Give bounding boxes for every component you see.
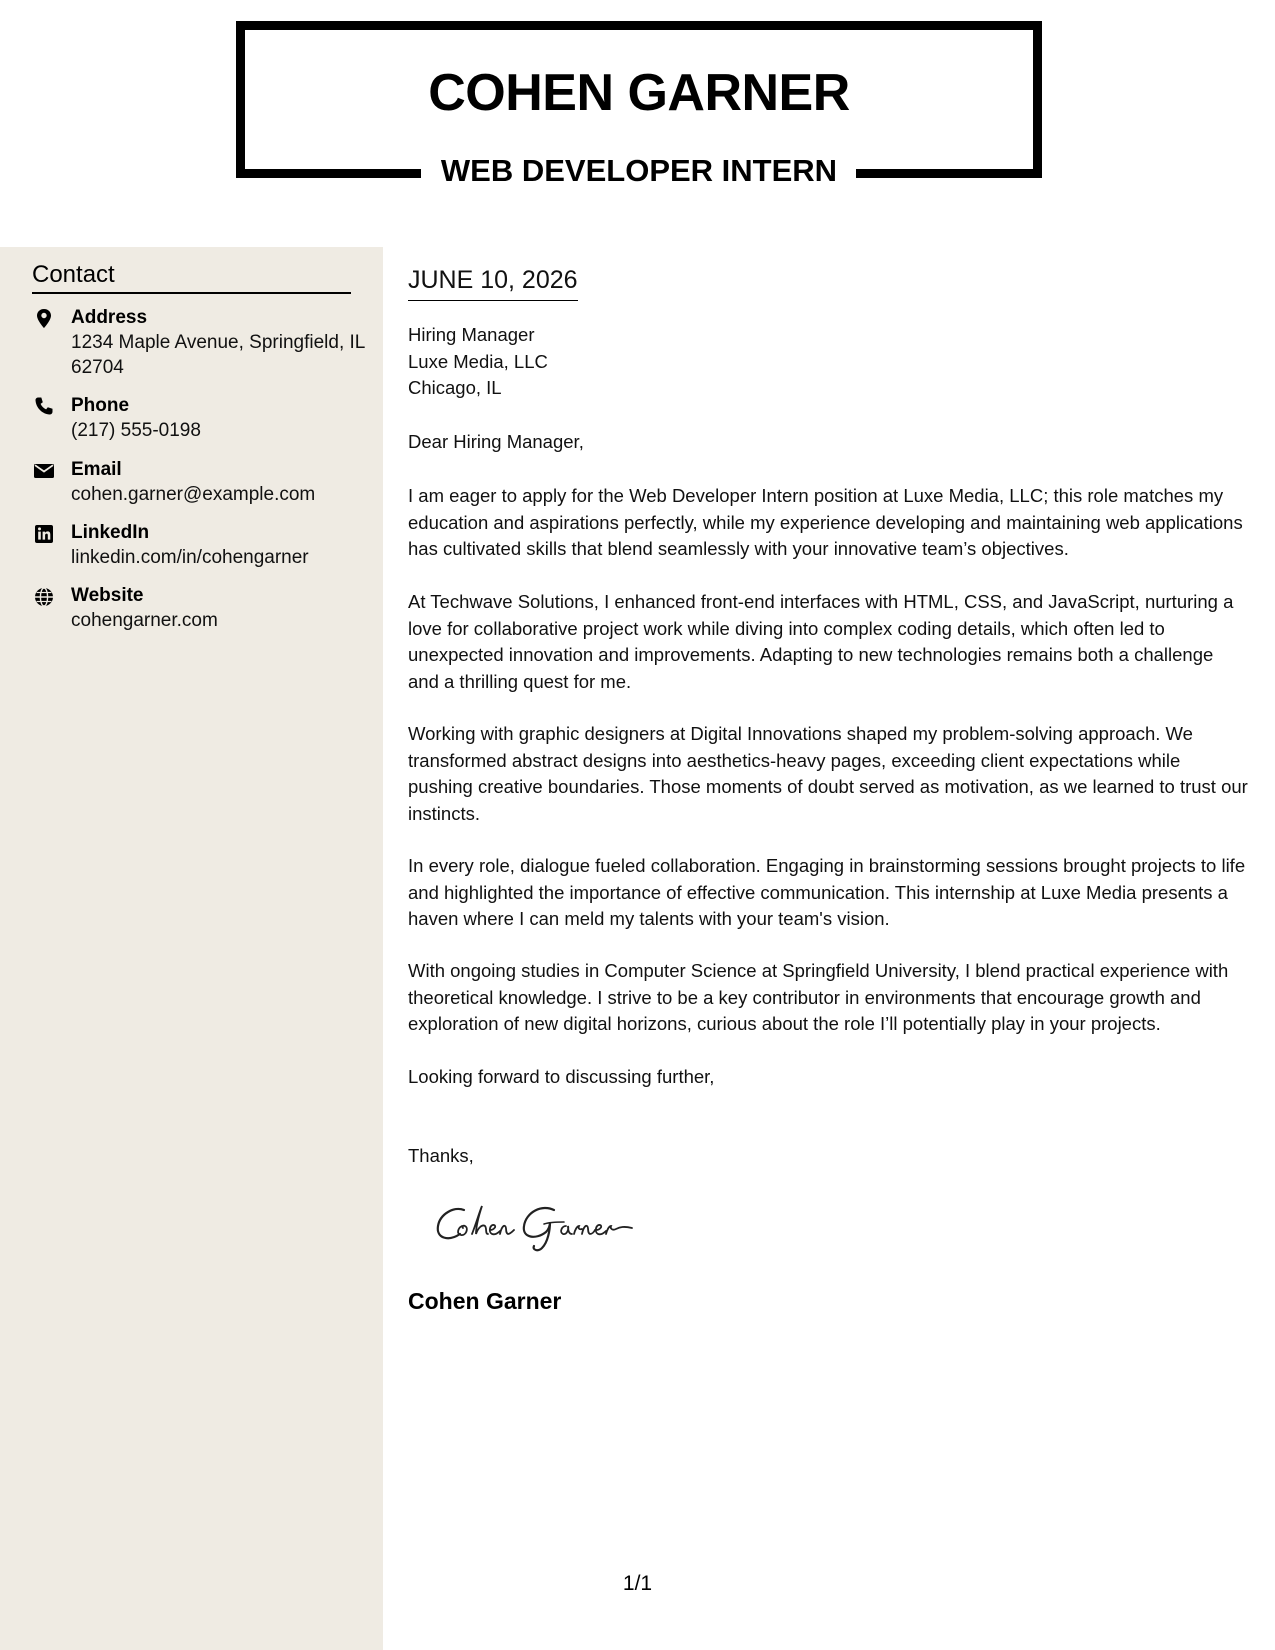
globe-icon: [32, 586, 56, 608]
recipient-title: Hiring Manager: [408, 324, 535, 345]
recipient-block: [408, 322, 548, 402]
body-paragraph: With ongoing studies in Computer Science at Springfield University, I blend practical experience with theoretical knowledge. I strive to be a key contributor in environments that encourage growth and exploration of new digital horizons, curious about the role I’ll potentially play in your projects.: [408, 960, 1229, 1034]
contact-value: (217) 555-0198: [71, 420, 201, 441]
contact-label: Phone: [71, 395, 130, 416]
map-pin-icon: [32, 308, 56, 330]
sidebar: [0, 247, 383, 1650]
contact-value: cohengarner.com: [71, 610, 218, 631]
body-paragraph: I am eager to apply for the Web Developer Intern position at Luxe Media, LLC; this role matches my education and aspirations perfectly, while my experience developing and maintaining web applications has cultivated skills that blend seamlessly with your innovative team’s objectives.: [408, 485, 1243, 559]
contact-label: Email: [71, 459, 122, 480]
signer-name: Cohen Garner: [408, 1288, 562, 1314]
closing-line: Looking forward to discussing further,: [408, 1066, 715, 1087]
contact-label: Address: [71, 307, 148, 328]
candidate-name: COHEN GARNER: [428, 64, 850, 122]
body-paragraph: Working with graphic designers at Digital Innovations shaped my problem-solving approach. We transformed abstract designs into aesthetics-heavy pages, exceeding client expectations while pushing creative boundaries. Those moments of doubt served as motivation, as we learned to trust our instincts.: [408, 723, 1248, 824]
contact-heading: Contact: [32, 260, 351, 294]
page-number: 1/1: [622, 1572, 653, 1595]
phone-icon: [32, 396, 56, 418]
linkedin-icon: [32, 523, 56, 545]
contact-value: 1234 Maple Avenue, Springfield, IL 62704: [71, 332, 365, 378]
body-paragraph: At Techwave Solutions, I enhanced front-end interfaces with HTML, CSS, and JavaScript, nurturing a love for collaborative project work while diving into complex coding details, which often led to unexpected innovation and improvements. Adapting to new technologies remains both a challenge and a thrilling quest for me.: [408, 591, 1234, 692]
sign-off: Thanks,: [408, 1145, 474, 1166]
envelope-icon: [32, 460, 56, 482]
recipient-location: Chicago, IL: [408, 377, 502, 398]
contact-value: linkedin.com/in/cohengarner: [71, 547, 309, 568]
contact-label: Website: [71, 585, 144, 606]
contact-label: LinkedIn: [71, 522, 150, 543]
body-paragraph: In every role, dialogue fueled collaboration. Engaging in brainstorming sessions brought projects to life and highlighted the importance of effective communication. This internship at Luxe Media presents a haven where I can meld my talents with your team's vision.: [408, 855, 1246, 929]
letter-date: JUNE 10, 2026: [408, 264, 578, 301]
job-title: WEB DEVELOPER INTERN: [440, 153, 838, 188]
salutation: Dear Hiring Manager,: [408, 431, 584, 452]
recipient-company: Luxe Media, LLC: [408, 350, 548, 372]
contact-value: cohen.garner@example.com: [71, 484, 316, 505]
handwritten-signature: [432, 1196, 652, 1261]
